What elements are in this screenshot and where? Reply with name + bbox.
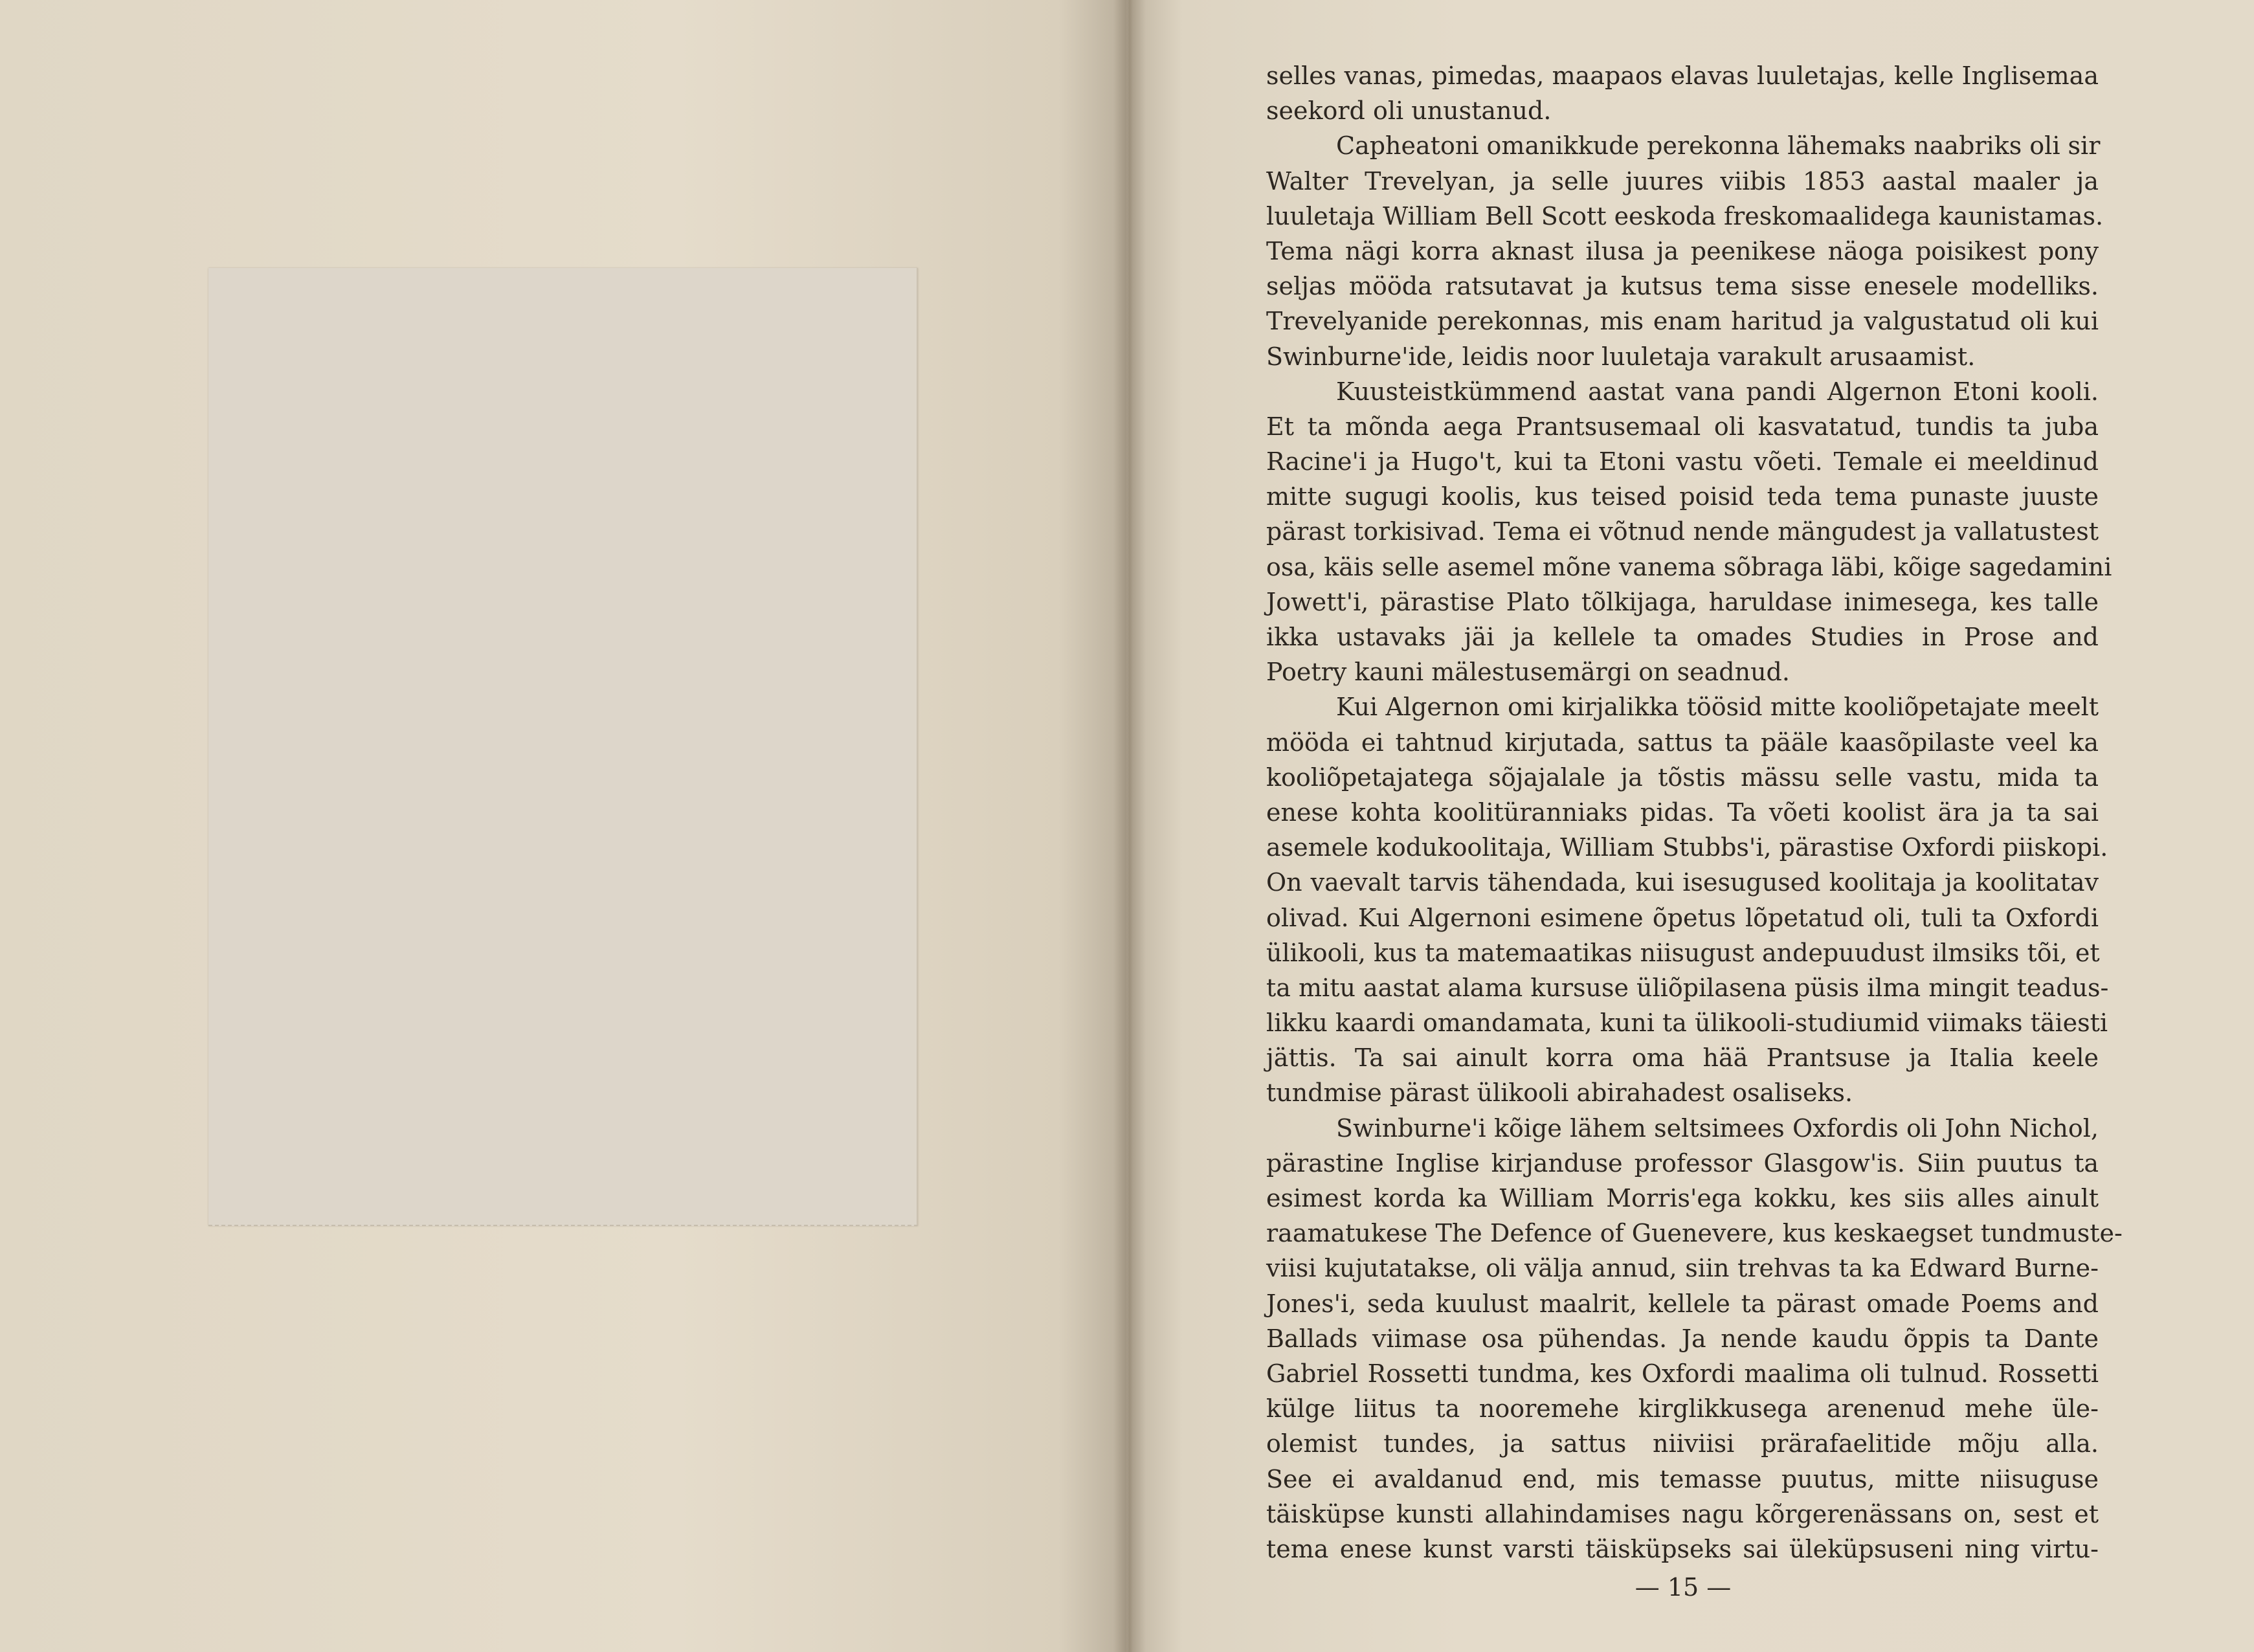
text-line: Et ta mõnda aega Prantsusemaal oli kasvatatud, tundis ta juba	[1266, 412, 2099, 441]
body-text	[1266, 58, 2123, 1567]
text-line: likku kaardi omandamata, kuni ta ülikooli-studiumid viimaks täiesti	[1266, 1009, 2108, 1038]
text-line: osa, käis selle asemel mõne vanema sõbraga läbi, kõige sagedamini	[1266, 552, 2112, 581]
text-line: ta mitu aastat alama kursuse üliõpilasena püsis ilma mingit teadus-	[1266, 973, 2109, 1002]
text-line: Tema nägi korra aknast ilusa ja peenikese näoga poisikest pony	[1266, 236, 2099, 265]
text-line: jättis. Ta sai ainult korra oma hää Prantsuse ja Italia keele	[1266, 1044, 2099, 1073]
text-line: külge liitus ta nooremehe kirglikkusega arenenud mehe üle-	[1266, 1394, 2099, 1423]
text-line: Poetry kauni mälestusemärgi on seadnud.	[1266, 658, 1790, 687]
text-line: ülikooli, kus ta matemaatikas niisugust andepuudust ilmsiks tõi, et	[1266, 938, 2100, 967]
tissue-guard-plate	[208, 268, 918, 1226]
text-line: olemist tundes, ja sattus niiviisi prärafaelitide mõju alla.	[1266, 1429, 2099, 1458]
text-line: kooliõpetajatega sõjajalale ja tõstis mässu selle vastu, mida ta	[1266, 763, 2099, 792]
text-line: Racine'i ja Hugo't, kui ta Etoni vastu võeti. Temale ei meeldinud	[1266, 447, 2099, 476]
text-line: Kuusteistkümmend aastat vana pandi Algernon Etoni kooli.	[1336, 377, 2099, 406]
text-line: raamatukese The Defence of Guenevere, kus keskaegset tundmuste-	[1266, 1219, 2123, 1248]
text-line: pärast torkisivad. Tema ei võtnud nende mängudest ja vallatustest	[1266, 517, 2099, 546]
text-line: seekord oli unustanud.	[1266, 96, 1552, 126]
text-line: asemele kodukoolitaja, William Stubbs'i, pärastise Oxfordi piiskopi.	[1266, 833, 2108, 862]
text-line: seljas mööda ratsutavat ja kutsus tema sisse enesele modelliks.	[1266, 272, 2099, 301]
text-line: viisi kujutatakse, oli välja annud, siin trehvas ta ka Edward Burne-	[1266, 1254, 2099, 1283]
text-line: Swinburne'ide, leidis noor luuletaja varakult arusaamist.	[1266, 342, 1976, 371]
text-line: Gabriel Rossetti tundma, kes Oxfordi maalima oli tulnud. Rossetti	[1266, 1359, 2099, 1388]
left-page	[0, 0, 1126, 1652]
text-line: Swinburne'i kõige lähem seltsimees Oxfordis oli John Nichol,	[1336, 1113, 2099, 1143]
page-number: — 15 —	[1635, 1573, 1732, 1602]
text-line: Walter Trevelyan, ja selle juures viibis 1853 aastal maaler ja	[1266, 166, 2099, 195]
text-line: Capheatoni omanikkude perekonna lähemaks naabriks oli sir	[1336, 131, 2101, 161]
book-gutter	[1113, 0, 1146, 1652]
text-line: mitte sugugi koolis, kus teised poisid teda tema punaste juuste	[1266, 482, 2099, 511]
text-line: täisküpse kunsti allahindamises nagu kõrgerenässans on, sest et	[1266, 1499, 2099, 1528]
text-line: tundmise pärast ülikooli abirahadest osaliseks.	[1266, 1078, 1853, 1108]
text-line: Jowett'i, pärastise Plato tõlkijaga, haruldase inimesega, kes talle	[1266, 587, 2099, 616]
text-line: Trevelyanide perekonnas, mis enam haritud ja valgustatud oli kui	[1266, 307, 2099, 336]
text-line: Jones'i, seda kuulust maalrit, kellele ta pärast omade Poems and	[1266, 1289, 2099, 1318]
text-line: On vaevalt tarvis tähendada, kui isesugused koolitaja ja koolitatav	[1266, 868, 2099, 897]
text-line: tema enese kunst varsti täisküpseks sai üleküpsuseni ning virtu-	[1266, 1534, 2099, 1563]
text-line: pärastine Inglise kirjanduse professor Glasgow'is. Siin puutus ta	[1266, 1148, 2099, 1178]
text-line: olivad. Kui Algernoni esimene õpetus lõpetatud oli, tuli ta Oxfordi	[1266, 903, 2099, 932]
text-line: ikka ustavaks jäi ja kellele ta omades Studies in Prose and	[1266, 623, 2099, 651]
text-line: See ei avaldanud end, mis temasse puutus, mitte niisuguse	[1266, 1464, 2099, 1493]
text-line: enese kohta koolitüranniaks pidas. Ta võeti koolist ära ja ta sai	[1266, 798, 2099, 827]
text-line: mööda ei tahtnud kirjutada, sattus ta pääle kaasõpilaste veel ka	[1266, 728, 2099, 757]
text-line: Ballads viimase osa pühendas. Ja nende kaudu õppis ta Dante	[1266, 1324, 2099, 1353]
text-line: luuletaja William Bell Scott eeskoda freskomaalidega kaunistamas.	[1266, 201, 2104, 230]
text-line: Kui Algernon omi kirjalikka töösid mitte kooliõpetajate meelt	[1336, 693, 2099, 722]
text-line: esimest korda ka William Morris'ega kokku, kes siis alles ainult	[1266, 1184, 2099, 1212]
text-line: selles vanas, pimedas, maapaos elavas luuletajas, kelle Inglisemaa	[1266, 61, 2099, 90]
